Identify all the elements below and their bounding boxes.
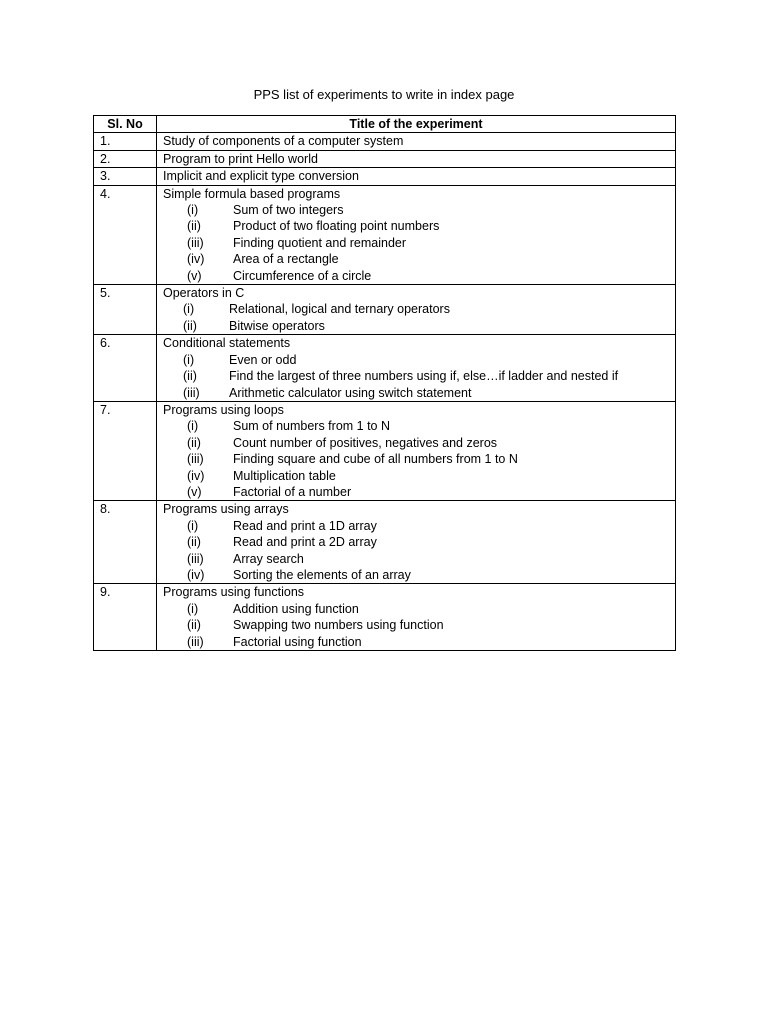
sub-experiment xyxy=(163,352,669,368)
sub-experiment xyxy=(163,534,669,550)
experiment-title: Programs using arrays xyxy=(163,502,289,517)
sub-experiment-number: (i) xyxy=(187,518,199,533)
sub-experiment-number: (ii) xyxy=(187,535,201,550)
sub-experiment-number: (i) xyxy=(187,203,199,218)
sub-experiment xyxy=(163,451,669,467)
sub-experiment-number: (i) xyxy=(187,601,199,616)
sub-experiment-text: Bitwise operators xyxy=(229,318,325,333)
sub-experiment-text: Count number of positives, negatives and zeros xyxy=(233,435,498,450)
table-row xyxy=(94,501,676,584)
row-title-cell xyxy=(157,401,676,500)
sub-experiment xyxy=(163,601,669,617)
sub-experiment-number: (i) xyxy=(183,302,195,317)
table-row xyxy=(94,584,676,651)
sub-experiment-text: Even or odd xyxy=(229,352,297,367)
experiment-title: Study of components of a computer system xyxy=(163,134,404,149)
experiment-title: Program to print Hello world xyxy=(163,151,318,166)
experiment-title: Programs using functions xyxy=(163,585,305,600)
sub-experiment-text: Multiplication table xyxy=(233,468,336,483)
sub-experiment xyxy=(163,235,669,251)
sub-experiment-text: Sorting the elements of an array xyxy=(233,567,411,582)
sub-experiment-text: Find the largest of three numbers using if, else…if ladder and nested if xyxy=(229,369,619,384)
sub-experiment-text: Factorial of a number xyxy=(233,484,352,499)
sub-experiment xyxy=(163,617,669,633)
experiment-title: Operators in C xyxy=(163,286,245,301)
sub-experiment-text: Factorial using function xyxy=(233,634,362,649)
sub-experiment-text: Finding square and cube of all numbers from 1 to N xyxy=(233,452,518,467)
experiments-table xyxy=(93,115,676,651)
sub-experiment-number: (ii) xyxy=(187,618,201,633)
header-title: Title of the experiment xyxy=(157,116,676,133)
sub-experiment-number: (ii) xyxy=(183,369,197,384)
sub-experiment-text: Addition using function xyxy=(233,601,359,616)
page-title: PPS list of experiments to write in index page xyxy=(253,87,515,102)
sub-experiment-text: Read and print a 1D array xyxy=(233,518,377,533)
sub-experiment-text: Array search xyxy=(233,551,304,566)
experiment-title: Simple formula based programs xyxy=(163,186,341,201)
sub-experiment-text: Area of a rectangle xyxy=(233,252,339,267)
table-body xyxy=(94,133,676,651)
table-row xyxy=(94,335,676,402)
sub-experiment xyxy=(163,218,669,234)
table-row xyxy=(94,185,676,284)
sub-experiment-number: (iii) xyxy=(183,385,200,400)
sub-experiment xyxy=(163,385,669,401)
sub-experiment-number: (i) xyxy=(187,419,199,434)
sub-experiment-text: Product of two floating point numbers xyxy=(233,219,440,234)
row-title-cell xyxy=(157,168,676,185)
experiment-title: Programs using loops xyxy=(163,402,284,417)
row-title-cell xyxy=(157,501,676,584)
row-number: 1. xyxy=(94,133,157,150)
sub-experiment-number: (v) xyxy=(187,268,202,283)
sub-experiment xyxy=(163,368,669,384)
sub-experiment-text: Circumference of a circle xyxy=(233,268,372,283)
sub-experiment xyxy=(163,551,669,567)
sub-experiment-text: Sum of numbers from 1 to N xyxy=(233,419,391,434)
sub-experiment xyxy=(163,468,669,484)
sub-experiment-text: Relational, logical and ternary operators xyxy=(229,302,450,317)
sub-experiment xyxy=(163,484,669,500)
row-number: 6. xyxy=(94,335,157,402)
sub-experiment-number: (v) xyxy=(187,484,202,499)
sub-experiment xyxy=(163,301,669,317)
sub-experiment-text: Swapping two numbers using function xyxy=(233,618,444,633)
row-title-cell xyxy=(157,185,676,284)
sub-experiment-text: Arithmetic calculator using switch statement xyxy=(229,385,472,400)
sub-experiment-number: (iv) xyxy=(187,252,205,267)
sub-experiment-text: Read and print a 2D array xyxy=(233,535,377,550)
table-row xyxy=(94,401,676,500)
sub-experiment-number: (iii) xyxy=(187,551,204,566)
sub-experiment-text: Sum of two integers xyxy=(233,203,344,218)
sub-experiment xyxy=(163,634,669,650)
row-number: 4. xyxy=(94,185,157,284)
row-number: 2. xyxy=(94,150,157,167)
row-number: 5. xyxy=(94,285,157,335)
sub-experiment xyxy=(163,567,669,583)
sub-experiment-number: (iii) xyxy=(187,452,204,467)
sub-experiment-number: (ii) xyxy=(183,318,197,333)
experiment-title: Implicit and explicit type conversion xyxy=(163,169,359,184)
sub-experiment-number: (iii) xyxy=(187,634,204,649)
sub-experiment xyxy=(163,435,669,451)
sub-experiment xyxy=(163,318,669,334)
table-row xyxy=(94,168,676,185)
row-number: 3. xyxy=(94,168,157,185)
sub-experiment xyxy=(163,251,669,267)
table-row xyxy=(94,133,676,150)
row-title-cell xyxy=(157,285,676,335)
sub-experiment-number: (iv) xyxy=(187,468,205,483)
row-title-cell xyxy=(157,150,676,167)
sub-experiment-text: Finding quotient and remainder xyxy=(233,235,407,250)
row-title-cell xyxy=(157,335,676,402)
table-header-row xyxy=(94,116,676,133)
table-row xyxy=(94,285,676,335)
row-title-cell xyxy=(157,584,676,651)
row-title-cell xyxy=(157,133,676,150)
sub-experiment xyxy=(163,518,669,534)
row-number: 9. xyxy=(94,584,157,651)
header-slno: Sl. No xyxy=(94,116,157,133)
sub-experiment xyxy=(163,418,669,434)
row-number: 7. xyxy=(94,401,157,500)
sub-experiment-number: (iv) xyxy=(187,567,205,582)
sub-experiment-number: (i) xyxy=(183,352,195,367)
sub-experiment-number: (ii) xyxy=(187,219,201,234)
sub-experiment-number: (ii) xyxy=(187,435,201,450)
row-number: 8. xyxy=(94,501,157,584)
table-row xyxy=(94,150,676,167)
sub-experiment xyxy=(163,268,669,284)
sub-experiment-number: (iii) xyxy=(187,235,204,250)
sub-experiment xyxy=(163,202,669,218)
experiment-title: Conditional statements xyxy=(163,336,291,351)
